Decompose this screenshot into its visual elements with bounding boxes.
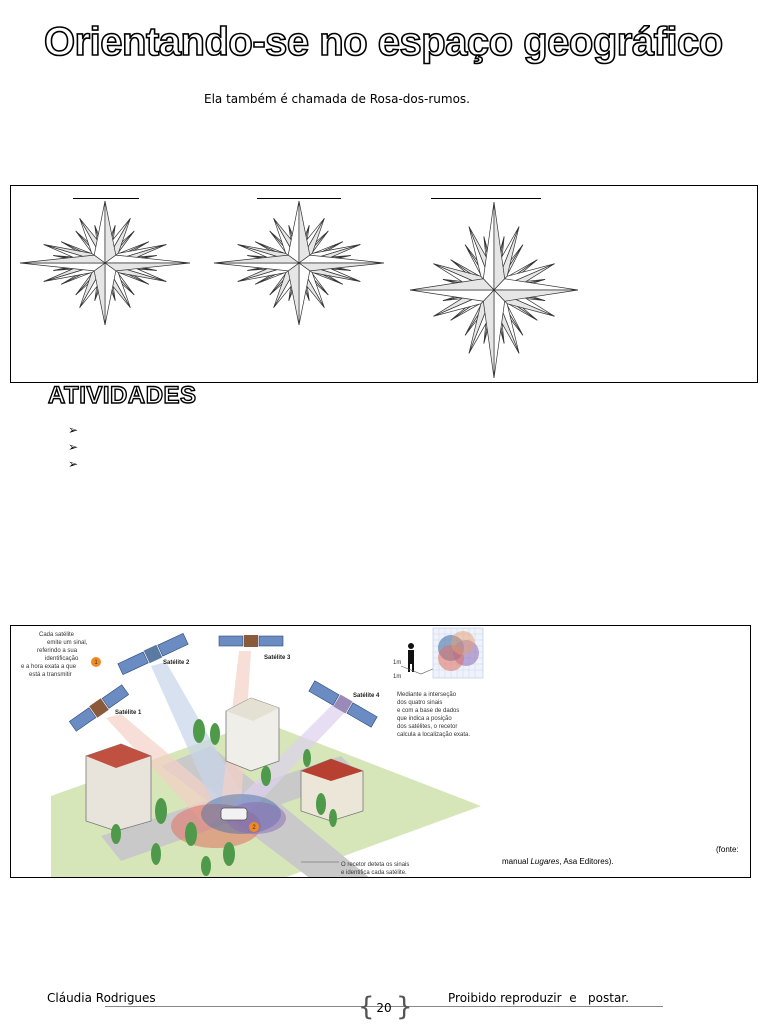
source-prefix: (fonte:: [716, 845, 739, 854]
satellite-1-label: Satélite 1: [115, 710, 142, 716]
badge-2-label: 2: [252, 825, 256, 831]
scale-marker: [401, 666, 435, 674]
compass-rose-3-icon: [409, 200, 579, 380]
right-brace-icon: }: [396, 992, 413, 1022]
blank-line-3: [431, 198, 541, 199]
intersection-note: Mediante a interseção dos quatro sinais e com a base de dados que indica a posição dos satélites, o recetor calcula a localização exata.: [397, 692, 471, 738]
person-icon: [408, 643, 414, 672]
source-citation: [502, 857, 614, 866]
activities-heading: ATIVIDADES: [48, 382, 197, 409]
footer-note: Proibido reproduzir e postar.: [448, 991, 629, 1005]
source-book: Lugares: [530, 857, 560, 866]
satellite-note-1: Cada satélite emite um sinal, referindo a sua identificação e a hora exata a que está a transmitir: [21, 632, 88, 678]
scale-label-2: 1m: [393, 674, 402, 680]
subtitle: Ela também é chamada de Rosa-dos-rumos.: [204, 92, 470, 106]
gps-figure-panel: [10, 625, 751, 878]
gps-illustration: [11, 626, 751, 878]
compass-rose-2-icon: [211, 198, 387, 328]
compass-rose-panel: [10, 185, 758, 383]
badge-1-label: 1: [94, 660, 98, 666]
page-number: 20: [376, 1001, 392, 1015]
source-publisher: , Asa Editores).: [559, 857, 614, 866]
source-manual: manual: [502, 857, 531, 866]
satellite-2-label: Satélite 2: [163, 660, 190, 666]
satellite-3-label: Satélite 3: [264, 655, 291, 661]
position-grid: [433, 628, 483, 678]
building-center: [226, 698, 279, 771]
activity-bullet-1: ➢: [68, 423, 79, 437]
page-title: Orientando-se no espaço geográfico: [44, 20, 723, 64]
building-left: [86, 744, 151, 831]
activity-bullet-2: ➢: [68, 440, 79, 454]
scale-label-1: 1m: [393, 660, 402, 666]
left-brace-icon: {: [358, 992, 375, 1022]
footer-author: Cláudia Rodrigues: [47, 991, 156, 1005]
activity-list: [68, 422, 78, 473]
top-rule-1: [11, 185, 201, 186]
satellite-3-icon: [219, 635, 283, 647]
satellite-4-label: Satélite 4: [353, 693, 380, 699]
activity-bullet-3: ➢: [68, 457, 79, 471]
car-icon: [221, 808, 247, 820]
compass-rose-1-icon: [17, 198, 193, 328]
receiver-note: O recetor deteta os sinais e identifica cada satélite.: [341, 862, 410, 876]
